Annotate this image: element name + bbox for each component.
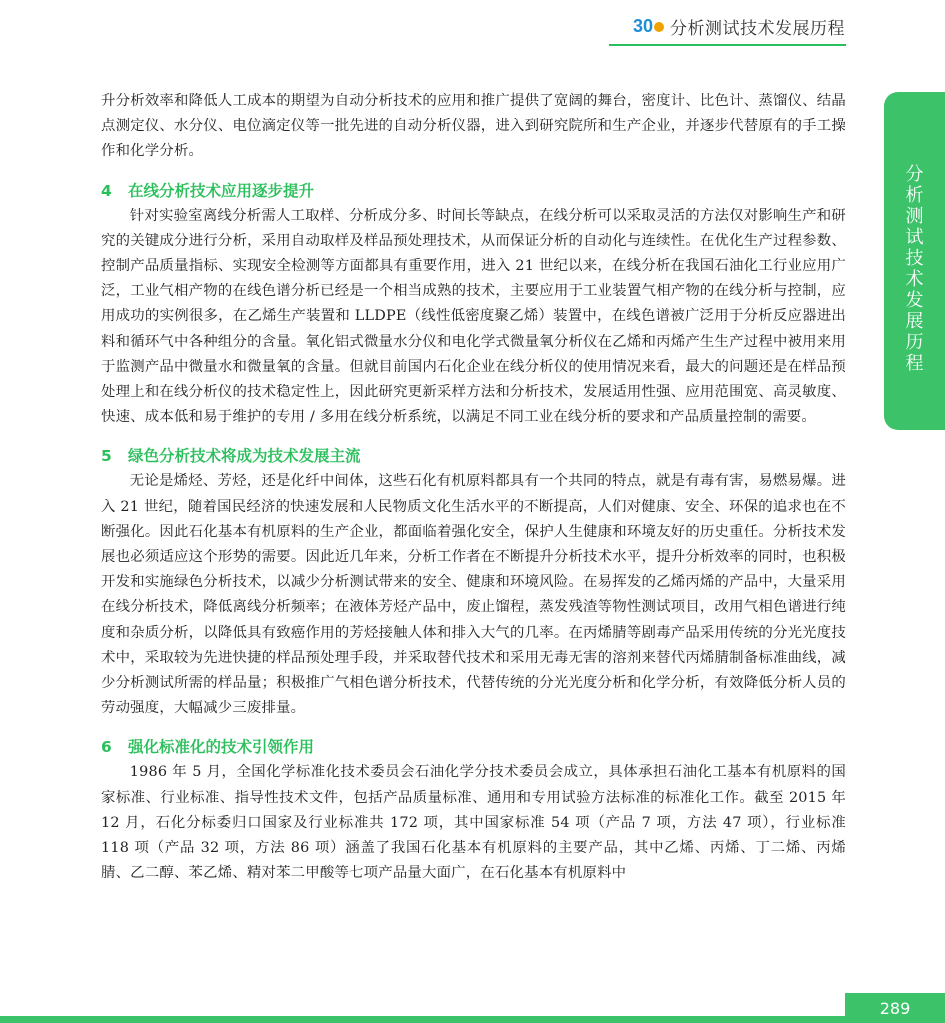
section-heading xyxy=(101,178,846,204)
logo-dot-icon xyxy=(654,22,664,32)
section-paragraph: 无论是烯烃、芳烃，还是化纤中间体，这些石化有机原料都具有一个共同的特点，就是有毒有害，易燃易爆。进入 21 世纪，随着国民经济的快速发展和人民物质文化生活水平的不断提高，人们对健康、安全、环保的追求也在不断强化。因此石化基本有机原料的生产企业，都面临着强化安全，保护人生健康和环境友好的历史重任。分析技术发展也必须适应这个形势的需要。因此近几年来，分析工作者在不断提升分析技术水平，提升分析效率的同时，也积极开发和实施绿色分析技术，以减少分析测试带来的安全、健康和环境风险。在易挥发的乙烯丙烯的产品中，大量采用在线分析技术，降低离线分析频率；在液体芳烃产品中，废止馏程，蒸发残渣等物性测试项目，改用气相色谱进行纯度和杂质分析，以降低具有致癌作用的芳烃接触人体和排入大气的几率。在丙烯腈等剧毒产品采用传统的分光光度技术中，采取较为先进快捷的样品预处理手段，并采取替代技术和采用无毒无害的溶剂来替代丙烯腈制备标准曲线，减少分析测试所需的样品量；积极推广气相色谱分析技术，代替传统的分光光度分析和化学分析，有效降低分析人员的劳动强度，大幅减少三废排量。 xyxy=(101,473,846,717)
section-paragraph: 1986 年 5 月，全国化学标准化技术委员会石油化学分技术委员会成立，具体承担石油化工基本有机原料的国家标准、行业标准、指导性技术文件，包括产品质量标准、通用和专用试验方法标准的标准化工作。截至 2015 年 12 月，石化分标委归口国家及行业标准共 172 项，其中国家标准 54 项（产品 7 项，方法 47 项），行业标准 118 项（产品 32 项，方法 86 项）涵盖了我国石化基本有机原料的主要产品，其中乙烯、丙烯、丁二烯、丙烯腈、乙二醇、苯乙烯、精对苯二甲酸等七项产品量大面广，在石化基本有机原料中 xyxy=(101,764,846,882)
section-title: 强化标准化的技术引领作用 xyxy=(128,738,315,757)
section-number: 5 xyxy=(101,447,112,466)
page-header xyxy=(633,14,845,39)
header-divider xyxy=(609,44,846,46)
side-chapter-tab xyxy=(884,92,945,430)
section-title: 绿色分析技术将成为技术发展主流 xyxy=(128,447,361,466)
intro-paragraph: 升分析效率和降低人工成本的期望为自动分析技术的应用和推广提供了宽阔的舞台，密度计、比色计、蒸馏仪、结晶点测定仪、水分仪、电位滴定仪等一批先进的自动分析仪器，进入到研究院所和生产企业，并逐步代替原有的手工操作和化学分析。 xyxy=(101,93,846,160)
anniversary-logo xyxy=(633,16,664,37)
article-body xyxy=(101,89,846,886)
header-title: 分析测试技术发展历程 xyxy=(670,19,845,39)
section-number: 4 xyxy=(101,181,112,200)
section-heading xyxy=(101,734,846,760)
section-heading xyxy=(101,443,846,469)
side-tab-label: 分析测试技术发展历程 xyxy=(905,164,924,374)
section-paragraph: 针对实验室离线分析需人工取样、分析成分多、时间长等缺点，在线分析可以采取灵活的方法仅对影响生产和研究的关键成分进行分析，采用自动取样及样品预处理技术，从而保证分析的自动化与连续性。在优化生产过程参数、控制产品质量指标、实现安全检测等方面都具有重要作用，进入 21 世纪以来，在线分析在我国石油化工行业应用广泛，工业气相产物的在线色谱分析已经是一个相当成熟的技术，主要应用于工业装置气相产物的在线分析与控制，应用成功的实例很多，在乙烯生产装置和 LLDPE（线性低密度聚乙烯）装置中，在线色谱被广泛用于分析反应器进出料和循环气中各种组分的含量。氧化铝式微量水分仪和电化学式微量氧分析仪在乙烯和丙烯产生生产过程中被用来用于监测产品中微量水和微量氧的含量。但就目前国内石化企业在线分析仪的使用情况来看，最大的问题还是在样品预处理上和在线分析仪的技术稳定性上，因此研究更新采样方法和分析技术，发展适用性强、应用范围宽、高灵敏度、快速、成本低和易于维护的专用 / 多用在线分析系统，以满足不同工业在线分析的要求和产品质量控制的需要。 xyxy=(101,207,846,426)
page-number: 289 xyxy=(845,993,945,1023)
logo-number: 30 xyxy=(632,16,653,36)
footer-bar xyxy=(0,1016,845,1023)
section-number: 6 xyxy=(101,738,112,757)
section-title: 在线分析技术应用逐步提升 xyxy=(128,181,315,200)
